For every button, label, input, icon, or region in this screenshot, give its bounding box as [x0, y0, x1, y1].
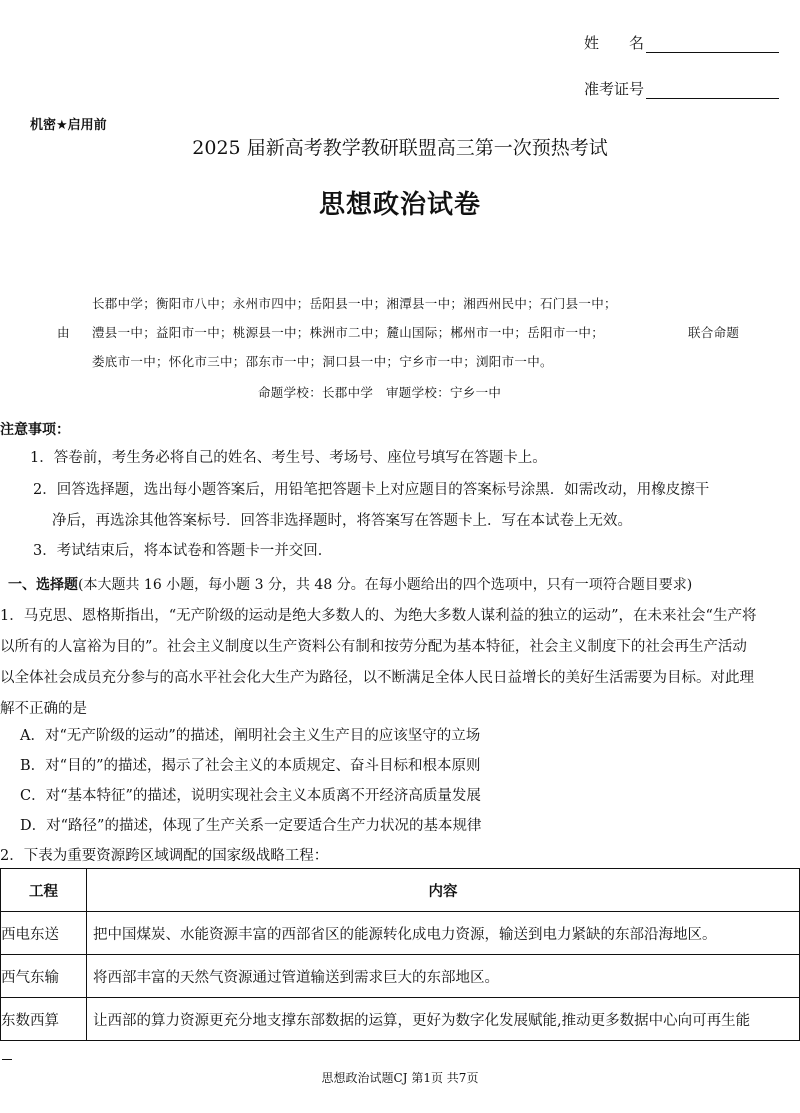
notice-item-2-cont: 净后，再选涂其他答案标号．回答非选择题时，将答案写在答题卡上．写在本试卷上无效。	[52, 513, 632, 529]
page-footer: 思想政治试题CJ 第1页 共7页	[321, 1071, 479, 1085]
project-name: 东数西算	[1, 998, 87, 1041]
table-row	[1, 955, 800, 998]
schools-suffix: 联合命题	[688, 325, 740, 340]
name-label: 姓 名	[584, 34, 645, 52]
q1-option-c: C．对“基本特征”的描述，说明实现社会主义本质离不开经济高质量发展	[20, 788, 481, 804]
secret-label: 机密★启用前	[30, 118, 107, 133]
project-table	[0, 868, 800, 1041]
table-row	[1, 912, 800, 955]
project-content: 让西部的算力资源更充分地支撑东部数据的运算，更好为数字化发展赋能,推动更多数据中心向可再生能	[87, 998, 800, 1041]
setter-schools: 命题学校：长郡中学 审题学校：宁乡一中	[258, 385, 502, 400]
id-field	[584, 78, 779, 99]
table-row	[1, 998, 800, 1041]
id-label: 准考证号	[584, 80, 645, 98]
q1-line-1: 1．马克思、恩格斯指出，“无产阶级的运动是绝大多数人的、为绝大多数人谋利益的独立的运动”，在未来社会“生产将	[0, 608, 757, 624]
project-content: 把中国煤炭、水能资源丰富的西部省区的能源转化成电力资源，输送到电力紧缺的东部沿海地区。	[87, 912, 800, 955]
q1-option-b: B．对“目的”的描述，揭示了社会主义的本质规定、奋斗目标和根本原则	[20, 758, 481, 774]
table-header-row	[1, 869, 800, 912]
q1-option-a: A．对“无产阶级的运动”的描述，阐明社会主义生产目的应该坚守的立场	[20, 728, 481, 744]
notice-item-1: 1．答卷前，考生务必将自己的姓名、考生号、考场号、座位号填写在答题卡上。	[30, 450, 547, 466]
section-title: 一、选择题	[8, 577, 78, 593]
project-name: 西气东输	[1, 955, 87, 998]
section-heading	[8, 574, 692, 594]
notice-item-3: 3．考试结束后，将本试卷和答题卡一并交回．	[33, 543, 333, 559]
project-content: 将西部丰富的天然气资源通过管道输送到需求巨大的东部地区。	[87, 955, 800, 998]
section-desc: (本大题共 16 小题，每小题 3 分，共 48 分。在每小题给出的四个选项中，只有一项符合题目要求)	[78, 577, 693, 593]
project-name: 西电东送	[1, 912, 87, 955]
margin-mark	[2, 1059, 12, 1060]
schools-prefix: 由	[57, 325, 70, 340]
notice-item-2: 2．回答选择题，选出每小题答案后，用铅笔把答题卡上对应题目的答案标号涂黑．如需改动，用橡皮擦干	[33, 482, 710, 498]
q1-line-4: 解不正确的是	[0, 701, 87, 717]
header-project: 工程	[1, 869, 87, 912]
schools-line-3: 娄底市一中；怀化市三中；邵东市一中；洞口县一中；宁乡市一中；浏阳市一中。	[92, 354, 553, 369]
exam-title: 2025 届新高考教学教研联盟高三第一次预热考试	[192, 137, 608, 159]
name-underline	[646, 36, 779, 53]
id-underline	[646, 82, 779, 99]
q2-stem: 2．下表为重要资源跨区域调配的国家级战略工程：	[0, 848, 329, 864]
header-content: 内容	[87, 869, 800, 912]
schools-line-1: 长郡中学；衡阳市八中；永州市四中；岳阳县一中；湘潭县一中；湘西州民中；石门县一中；	[92, 296, 617, 311]
notice-heading: 注意事项：	[0, 422, 70, 438]
q1-line-3: 以全体社会成员充分参与的高水平社会化大生产为路径，以不断满足全体人民日益增长的美好生活需要为目标。对此理	[0, 670, 754, 686]
name-field	[584, 32, 779, 53]
q1-option-d: D．对“路径”的描述，体现了生产关系一定要适合生产力状况的基本规律	[20, 818, 482, 834]
q1-line-2: 以所有的人富裕为目的”。社会主义制度以生产资料公有制和按劳分配为基本特征，社会主义制度下的社会再生产活动	[0, 639, 747, 655]
schools-line-2: 澧县一中；益阳市一中；桃源县一中；株洲市二中；麓山国际；郴州市一中；岳阳市一中；	[92, 325, 605, 340]
subject-title: 思想政治试卷	[318, 190, 481, 220]
